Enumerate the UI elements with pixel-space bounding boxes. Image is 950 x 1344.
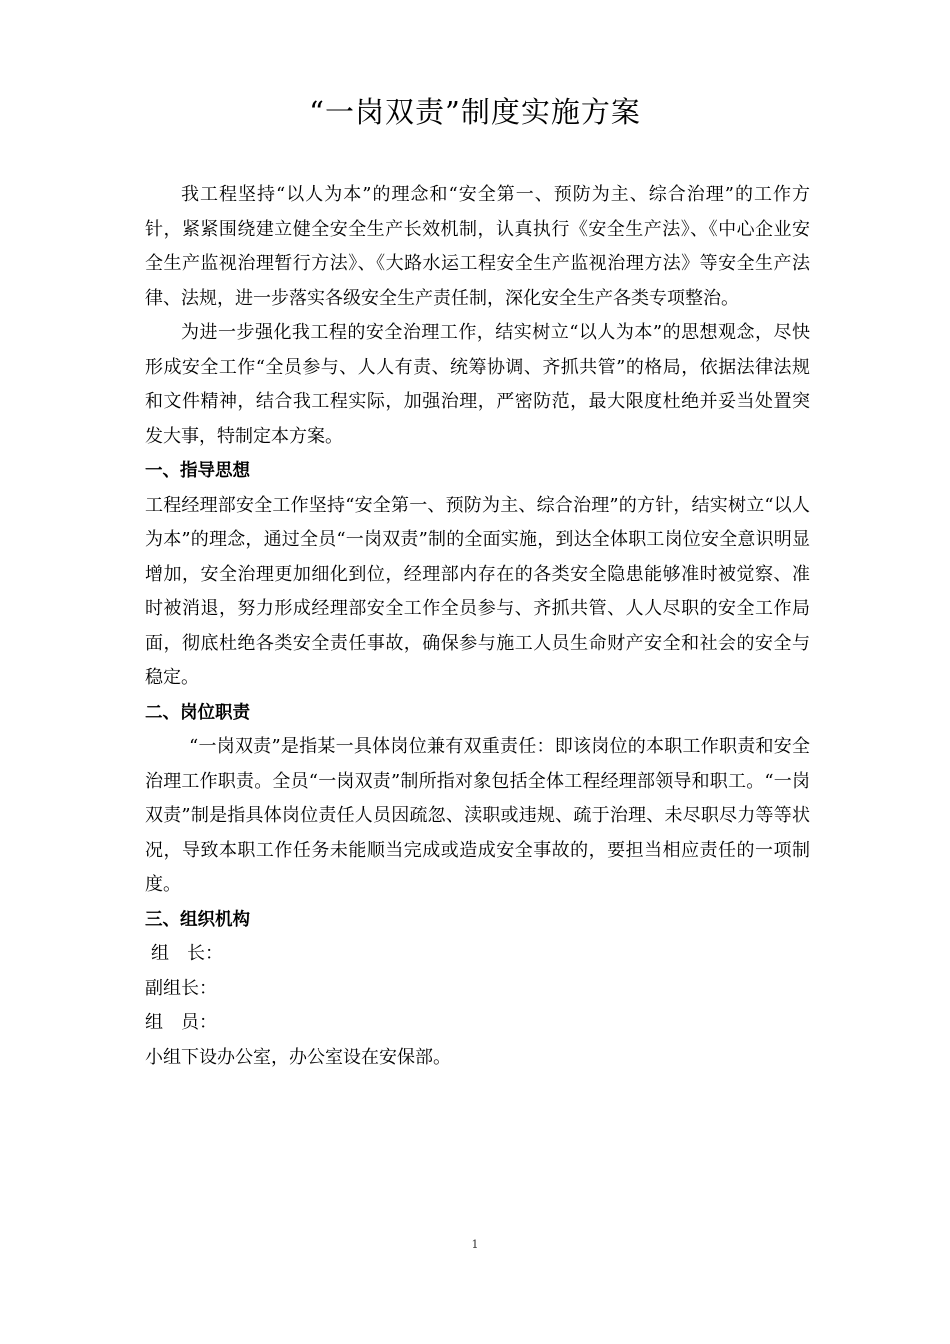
org-leader-line: 组 长：	[151, 943, 223, 964]
section-heading-job-duties: 二、岗位职责	[145, 702, 250, 723]
org-deputy-line: 副组长：	[145, 977, 217, 999]
intro-paragraph-2: 为进一步强化我工程的安全治理工作，结实树立“以人为本”的思想观念，尽快形成安全工作“全员参与、人人有责、统筹协调、齐抓共管”的格局，依据法律法规和文件精神，结合我工程实际，加强治理，严密防范，最大限度杜绝并妥当处置突发大事，特制定本方案。	[145, 322, 810, 447]
section-text-guiding-ideology: 工程经理部安全工作坚持“安全第一、预防为主、综合治理”的方针，结实树立“以人为本”的理念，通过全员“一岗双责”制的全面实施，到达全体职工岗位安全意识明显增加，安全治理更加细化到位，经理部内存在的各类安全隐患能够准时被觉察、准时被消退，努力形成经理部安全工作全员参与、齐抓共管、人人尽职的安全工作局面，彻底杜绝各类安全责任事故，确保参与施工人员生命财产安全和社会的安全与稳定。	[145, 494, 810, 688]
page-number: 1	[471, 1238, 479, 1251]
document-body	[145, 178, 810, 1075]
section-text-job-duties: “一岗双责”是指某一具体岗位兼有双重责任：即该岗位的本职工作职责和安全治理工作职责。全员“一岗双责”制所指对象包括全体工程经理部领导和职工。“一岗双责”制是指具体岗位责任人员因疏忽、渎职或违规、疏于治理、未尽职尽力等等状况，导致本职工作任务未能顺当完成或造成安全事故的，要担当相应责任的一项制度。	[145, 736, 810, 895]
intro-paragraph-1: 我工程坚持“以人为本”的理念和“安全第一、预防为主、综合治理”的工作方针，紧紧围绕建立健全安全生产长效机制，认真执行《安全生产法》、《中心企业安全生产监视治理暂行方法》、《大路水运工程安全生产监视治理方法》等安全生产法律、法规，进一步落实各级安全生产责任制，深化安全生产各类专项整治。	[145, 184, 810, 309]
document-title: “一岗双责”制度实施方案	[309, 95, 641, 129]
section-heading-organization: 三、组织机构	[145, 909, 250, 930]
org-member-line: 组 员：	[145, 1012, 217, 1033]
section-heading-guiding-ideology: 一、指导思想	[145, 461, 250, 481]
org-office-line: 小组下设办公室，办公室设在安保部。	[145, 1046, 451, 1068]
